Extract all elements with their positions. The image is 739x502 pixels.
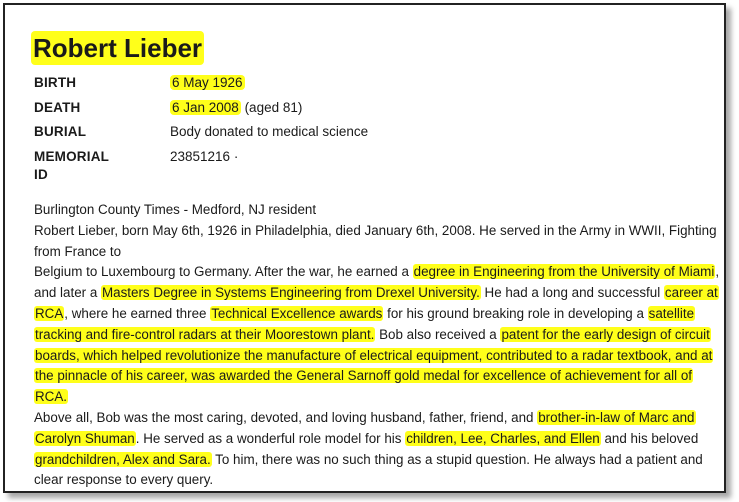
highlight-children: children, Lee, Charles, and Ellen: [406, 430, 600, 446]
text-run: , where he earned three: [64, 305, 211, 321]
death-date: 6 Jan 2008: [172, 99, 239, 115]
burial-place: Body donated to medical science: [170, 124, 369, 139]
highlight-awards: Technical Excellence awards: [211, 305, 383, 321]
memorial-id: 23851216 ·: [170, 148, 239, 164]
highlight-degree: degree in Engineering from the University of Miami: [413, 264, 715, 280]
highlight-patent: patent for the early design of circuit boards, which helped revolutionize the manufacture of electrical equipment, contributed to a radar textbook, and at the pinnacle of his career, was awarded the General Sarnoff gold medal for excellence of achievement for all of RCA.: [35, 326, 713, 405]
obituary-paragraph-1: Robert Lieber, born May 6th, 1926 in Philadelphia, died January 6th, 2008. He served in the Army in WWII, Fighting from France to: [34, 222, 717, 259]
birth-date: 6 May 1926: [172, 75, 243, 90]
obituary-paragraph-3: [34, 408, 724, 491]
fact-label-burial: BURIAL: [34, 124, 87, 139]
text-run: for his ground breaking role in developing a: [383, 305, 648, 321]
fact-label-birth: BIRTH: [34, 75, 77, 90]
text-run: . He served as a wonderful role model for his: [135, 430, 406, 446]
memorial-card: [3, 3, 726, 493]
fact-value-birth: [170, 74, 245, 92]
highlight-career: career at RCA: [35, 285, 718, 321]
text-run: Above all, Bob was the most caring, devoted, and loving husband, father, friend, and: [34, 409, 538, 425]
highlight-in-laws: brother-in-law of Marc and Carolyn Shuman: [35, 409, 695, 446]
obituary-paragraph-2: [34, 262, 724, 408]
text-run: , and later a: [34, 264, 720, 301]
highlight-grandchildren: grandchildren, Alex and Sara.: [35, 451, 211, 467]
highlight-masters: Masters Degree in Systems Engineering from Drexel University.: [102, 285, 480, 301]
text-run: To him, there was no such thing as a stupid question. He always had a patient and clear response to every query.: [34, 451, 703, 488]
death-age: (aged 81): [240, 99, 303, 115]
obituary-text: [34, 200, 724, 491]
text-run: Belgium to Luxembourg to Germany. After the war, he earned a: [34, 264, 413, 280]
text-run: Bob also received a: [375, 326, 501, 342]
fact-label-death: DEATH: [34, 99, 81, 115]
memorial-name: Robert Lieber: [33, 33, 203, 63]
highlight-radars: satellite tracking and fire-control radars at their Moorestown plant.: [35, 305, 695, 342]
obituary-source: Burlington County Times - Medford, NJ resident: [34, 202, 317, 217]
fact-label-memorial-id: MEMORIAL ID: [34, 148, 109, 182]
fact-value-death: [170, 99, 302, 117]
text-run: He had a long and successful: [480, 285, 664, 301]
text-run: and his beloved: [600, 430, 699, 446]
